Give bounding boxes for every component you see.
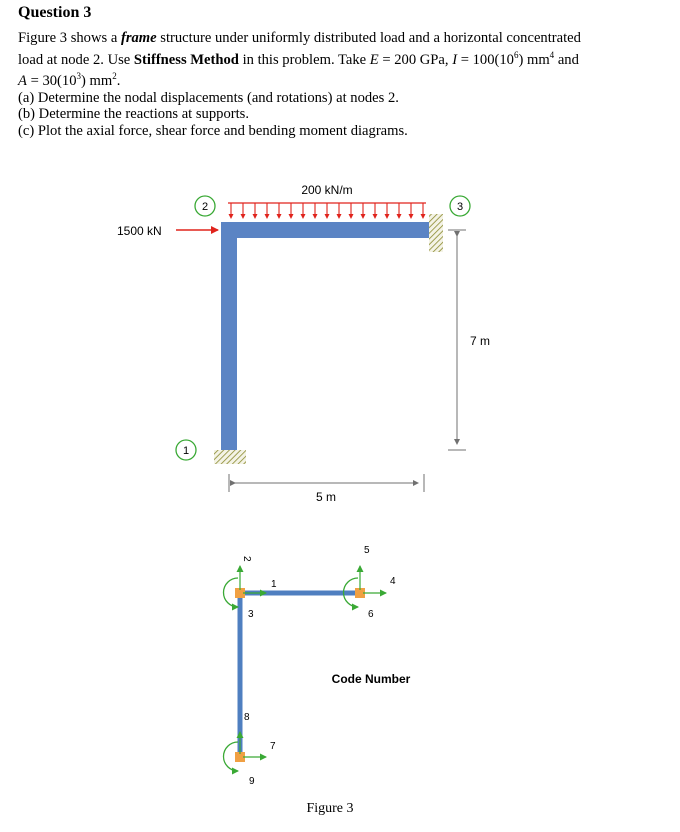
figure-caption: Figure 3 — [306, 801, 354, 816]
stiffness-method-emphasis: Stiffness Method — [133, 51, 239, 68]
udl-arrow-head — [313, 214, 318, 219]
udl-arrow-head — [229, 214, 234, 219]
udl-arrow-head — [253, 214, 258, 219]
udl-arrow-head — [361, 214, 366, 219]
distributed-load — [228, 183, 426, 219]
point-load — [117, 224, 218, 238]
udl-label: 200 kN/m — [301, 183, 353, 197]
udl-arrow-head — [301, 214, 306, 219]
frame-beam — [221, 222, 429, 238]
udl-arrow-head — [373, 214, 378, 219]
code-number-title: Code Number — [331, 672, 411, 686]
task-a: (a) Determine the nodal displacements (and rotations) at nodes 2. — [18, 89, 399, 106]
svg-text:1: 1 — [182, 445, 190, 457]
height-dimension — [448, 230, 490, 450]
problem-line-1: Figure 3 shows a frame structure under uniformly distributed load and a horizontal concentrated — [18, 30, 581, 46]
node-label-2 — [195, 196, 215, 216]
task-c: (c) Plot the axial force, shear force and bending moment diagrams. — [18, 122, 408, 139]
frame-structure — [221, 222, 429, 450]
code-number-9: 9 — [249, 776, 255, 787]
task-b: (b) Determine the reactions at supports. — [18, 106, 249, 123]
udl-arrow-head — [409, 214, 414, 219]
fixed-support-node-3 — [429, 214, 443, 252]
problem-line-3: $A = 30(10^3)$ $mm^2$. — [18, 71, 121, 89]
frame-emphasis: frame — [120, 30, 157, 46]
height-label: 7 m — [470, 334, 491, 348]
udl-arrow-head — [289, 214, 294, 219]
code-number-2: 2 — [241, 556, 252, 562]
code-number-8: 8 — [244, 712, 250, 723]
code-number-3: 3 — [248, 609, 254, 620]
point-load-label: 1500 kN — [117, 224, 162, 238]
question-heading: Question 3 — [18, 4, 92, 21]
frame-column — [221, 222, 237, 450]
span-dimension — [229, 474, 424, 504]
code-number-4: 4 — [390, 576, 396, 587]
fixed-support-node-1 — [214, 450, 246, 464]
code-number-diagram — [224, 545, 411, 787]
udl-arrow-head — [325, 214, 330, 219]
udl-arrow-head — [349, 214, 354, 219]
problem-line-2: load at node 2. Use Stiffness Method in this problem. Take E = 200 GPa, $I = 100(10^6)$ $mm^4$ and — [18, 49, 579, 68]
udl-arrow-head — [337, 214, 342, 219]
code-number-6: 6 — [368, 609, 374, 620]
node-label-3 — [450, 196, 470, 216]
udl-arrow-head — [385, 214, 390, 219]
svg-text:3: 3 — [456, 201, 464, 213]
code-number-5: 5 — [364, 545, 370, 556]
udl-arrow-head — [265, 214, 270, 219]
udl-arrow-head — [241, 214, 246, 219]
udl-arrow-head — [421, 214, 426, 219]
udl-arrow-head — [397, 214, 402, 219]
udl-arrow-head — [277, 214, 282, 219]
span-label: 5 m — [315, 490, 337, 504]
svg-text:2: 2 — [201, 201, 209, 213]
code-number-1: 1 — [271, 579, 277, 590]
node-label-1 — [176, 440, 196, 460]
code-number-7: 7 — [270, 741, 276, 752]
